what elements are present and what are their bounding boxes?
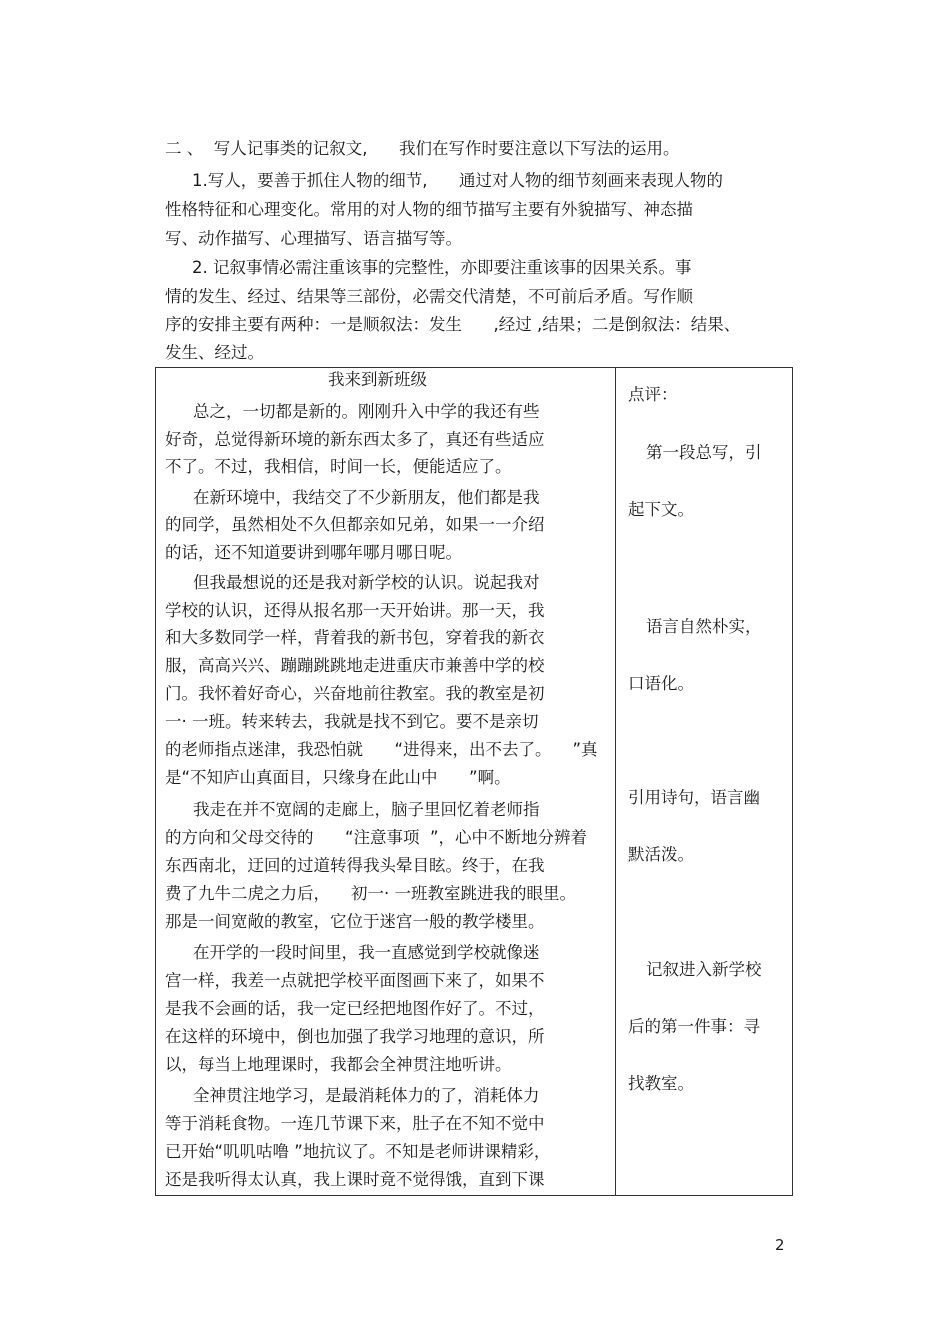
intro-paragraph-2-line: 2. 记叙事情必需注重该事的完整性，亦即要注重该事的因果关系。事 (192, 258, 692, 277)
essay-line: 学校的认识，还得从报名那一天开始讲。那一天，我 (165, 601, 545, 620)
comment-line: 语言自然朴实， (646, 617, 762, 636)
comment-line: 第一段总写，引 (646, 443, 762, 462)
intro-paragraph-2-line: 序的安排主要有两种：一是顺叙法：发生 ,经过 ,结果；二是倒叙法：结果、 (165, 315, 741, 334)
essay-line: 总之，一切都是新的。刚刚升入中学的我还有些 (193, 402, 540, 421)
essay-line: 的话，还不知道要讲到哪年哪月哪日呢。 (165, 543, 462, 562)
comment-line: 起下文。 (628, 500, 694, 519)
essay-line: 服，高高兴兴、蹦蹦跳跳地走进重庆市兼善中学的校 (165, 656, 545, 675)
intro-paragraph-2-line: 发生、经过。 (165, 343, 264, 362)
essay-line: 好奇，总觉得新环境的新东西太多了，真还有些适应 (165, 430, 545, 449)
essay-line: 不了。不过，我相信，时间一长，便能适应了。 (165, 457, 512, 476)
table-column-divider (615, 367, 616, 1196)
essay-line: 但我最想说的还是我对新学校的认识。说起我对 (193, 573, 540, 592)
essay-line: 一· 一班。转来转去，我就是找不到它。要不是亲切 (165, 712, 539, 731)
essay-line: 是“不知庐山真面目，只缘身在此山中 ”啊。 (165, 768, 511, 787)
intro-paragraph-1-line: 性格特征和心理变化。常用的对人物的细节描写主要有外貌描写、神态描 (165, 200, 693, 219)
essay-title: 我来到新班级 (328, 370, 427, 389)
essay-line: 以，每当上地理课时，我都会全神贯注地听讲。 (165, 1055, 512, 1074)
comment-line: 引用诗句，语言幽 (628, 788, 760, 807)
essay-line: 等于消耗食物。一连几节课下来，肚子在不知不觉中 (165, 1114, 545, 1133)
essay-line: 的同学，虽然相处不久但都亲如兄弟，如果一一介绍 (165, 515, 545, 534)
comment-label: 点评： (628, 385, 678, 404)
essay-line: 已开始“叽叽咕噜 ”地抗议了。不知是老师讲课精彩， (165, 1142, 551, 1161)
essay-line: 的老师指点迷津，我恐怕就 “进得来，出不去了。 ”真 (165, 740, 598, 759)
essay-line: 全神贯注地学习，是最消耗体力的了，消耗体力 (193, 1086, 540, 1105)
essay-line: 和大多数同学一样，背着我的新书包，穿着我的新衣 (165, 628, 545, 647)
essay-line: 我走在并不宽阔的走廊上，脑子里回忆着老师指 (193, 800, 540, 819)
essay-line: 费了九牛二虎之力后， 初一· 一班教室跳进我的眼里。 (165, 884, 576, 903)
comment-line: 找教室。 (628, 1074, 694, 1093)
page-number: 2 (775, 1236, 785, 1254)
essay-line: 还是我听得太认真，我上课时竟不觉得饿，直到下课 (165, 1170, 545, 1189)
essay-line: 的方向和父母交待的 “注意事项 ”，心中不断地分辨着 (165, 828, 588, 847)
intro-paragraph-1-line: 写、动作描写、心理描写、语言描写等。 (165, 229, 462, 248)
essay-line: 门。我怀着好奇心，兴奋地前往教室。我的教室是初 (165, 684, 545, 703)
essay-line: 东西南北，迂回的过道转得我头晕目眩。终于，在我 (165, 856, 545, 875)
essay-line: 那是一间宽敞的教室，它位于迷宫一般的教学楼里。 (165, 912, 545, 931)
essay-line: 在新环境中，我结交了不少新朋友，他们都是我 (193, 488, 540, 507)
essay-line: 宫一样，我差一点就把学校平面图画下来了，如果不 (165, 971, 545, 990)
comment-line: 口语化。 (628, 674, 694, 693)
essay-line: 在开学的一段时间里，我一直感觉到学校就像迷 (193, 943, 540, 962)
essay-line: 是我不会画的话，我一定已经把地图作好了。不过， (165, 999, 545, 1018)
comment-line: 后的第一件事：寻 (628, 1017, 760, 1036)
comment-line: 记叙进入新学校 (646, 960, 762, 979)
intro-paragraph-2-line: 情的发生、经过、结果等三部份，必需交代清楚，不可前后矛盾。写作顺 (165, 287, 693, 306)
comment-line: 默活泼。 (628, 845, 694, 864)
intro-paragraph-1-line: 1.写人，要善于抓住人物的细节, 通过对人物的细节刻画来表现人物的 (192, 171, 723, 190)
essay-line: 在这样的环境中，倒也加强了我学习地理的意识，所 (165, 1027, 545, 1046)
section-heading: 二 、 写人记事类的记叙文, 我们在写作时要注意以下写法的运用。 (165, 139, 680, 158)
